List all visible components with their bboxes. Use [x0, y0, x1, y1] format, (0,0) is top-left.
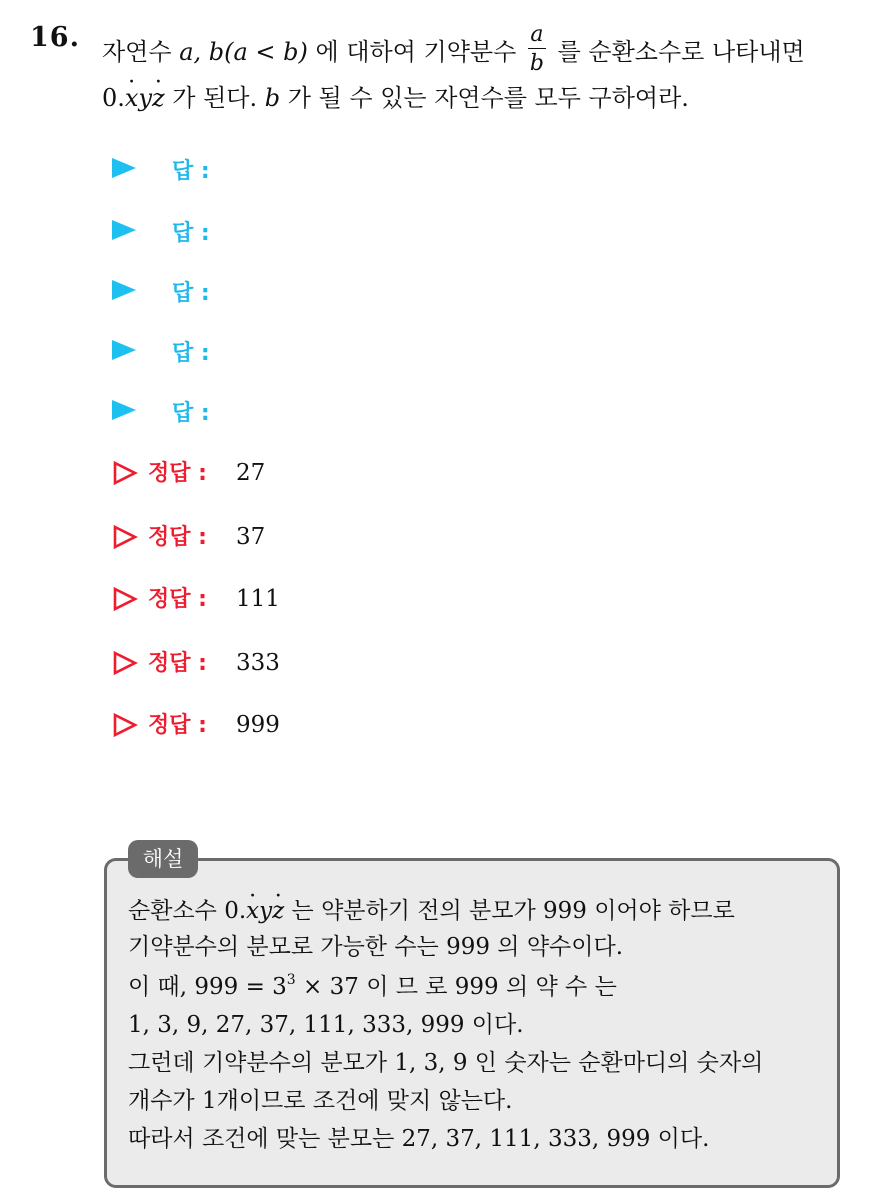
answer-label: 답 :	[172, 401, 210, 426]
decimal-digit-y: y	[138, 84, 153, 112]
play-triangle-icon	[112, 220, 136, 240]
outline-triangle-icon	[112, 524, 138, 550]
correct-answer-value: 27	[236, 460, 266, 486]
solution-line-1	[128, 900, 735, 923]
play-triangle-icon	[112, 400, 136, 420]
answer-label: 답 :	[172, 281, 210, 306]
problem-text: 가 될 수 있는 자연수를 모두 구하여라.	[280, 84, 689, 112]
problem-line-1	[102, 22, 805, 79]
problem-text: 가 된다.	[164, 84, 265, 112]
fraction-denominator: b	[529, 51, 544, 76]
play-triangle-icon	[112, 158, 136, 178]
solution-text: 는 약분하기 전의 분모가 999 이어야 하므로	[284, 898, 735, 924]
outline-triangle-icon	[112, 586, 138, 612]
play-triangle-icon	[112, 280, 136, 300]
solution-line-5: 그런데 기약분수의 분모가 1, 3, 9 인 숫자는 순환마디의 숫자의	[128, 1050, 764, 1076]
problem-text: 에 대하여 기약분수	[307, 38, 524, 66]
answer-label: 답 :	[172, 341, 210, 366]
problem-line-2	[102, 86, 689, 110]
outline-triangle-icon	[112, 712, 138, 738]
problem-text: 자연수	[102, 38, 180, 66]
solution-line-7: 따라서 조건에 맞는 분모는 27, 37, 111, 333, 999 이다.	[128, 1126, 710, 1152]
correct-answer-value: 111	[236, 586, 280, 612]
problem-variables: a, b(a < b)	[179, 38, 308, 66]
correct-answer-label: 정답 :	[148, 651, 207, 676]
problem-text: 를 순환소수로 나타내면	[549, 38, 805, 66]
correct-answer-label: 정답 :	[148, 713, 207, 738]
solution-line-4: 1, 3, 9, 27, 37, 111, 333, 999 이다.	[128, 1012, 524, 1038]
problem-number: 16.	[30, 22, 80, 53]
answer-label: 답 :	[172, 159, 210, 184]
decimal-digit-x: · x	[125, 86, 139, 110]
decimal-prefix: 0.	[102, 84, 125, 112]
solution-text: 순환소수	[128, 898, 225, 924]
fraction-numerator: a	[528, 24, 546, 49]
solution-line-2: 기약분수의 분모로 가능한 수는 999 의 약수이다.	[128, 934, 624, 960]
decimal-digit-z: · z	[152, 86, 165, 110]
play-triangle-icon	[112, 340, 136, 360]
solution-text: × 37 이 므 로 999 의 약 수 는	[295, 974, 617, 1000]
solution-text: 이 때, 999 = 3	[128, 974, 287, 1000]
correct-answer-label: 정답 :	[148, 461, 207, 486]
correct-answer-label: 정답 :	[148, 587, 207, 612]
solution-line-3	[128, 972, 617, 1000]
correct-answer-label: 정답 :	[148, 525, 207, 550]
solution-tab: 해설	[128, 840, 198, 878]
solution-decimal: 0.· xy· z	[224, 898, 284, 924]
correct-answer-value: 333	[236, 650, 280, 676]
fraction-a-over-b	[528, 24, 546, 75]
outline-triangle-icon	[112, 460, 138, 486]
repeating-decimal	[102, 84, 165, 112]
answer-label: 답 :	[172, 221, 210, 246]
problem-variable-b: b	[264, 84, 281, 112]
solution-line-6: 개수가 1개이므로 조건에 맞지 않는다.	[128, 1088, 513, 1114]
solution-exponent: 3	[286, 972, 296, 988]
outline-triangle-icon	[112, 650, 138, 676]
correct-answer-value: 999	[236, 712, 280, 738]
correct-answer-value: 37	[236, 524, 266, 550]
